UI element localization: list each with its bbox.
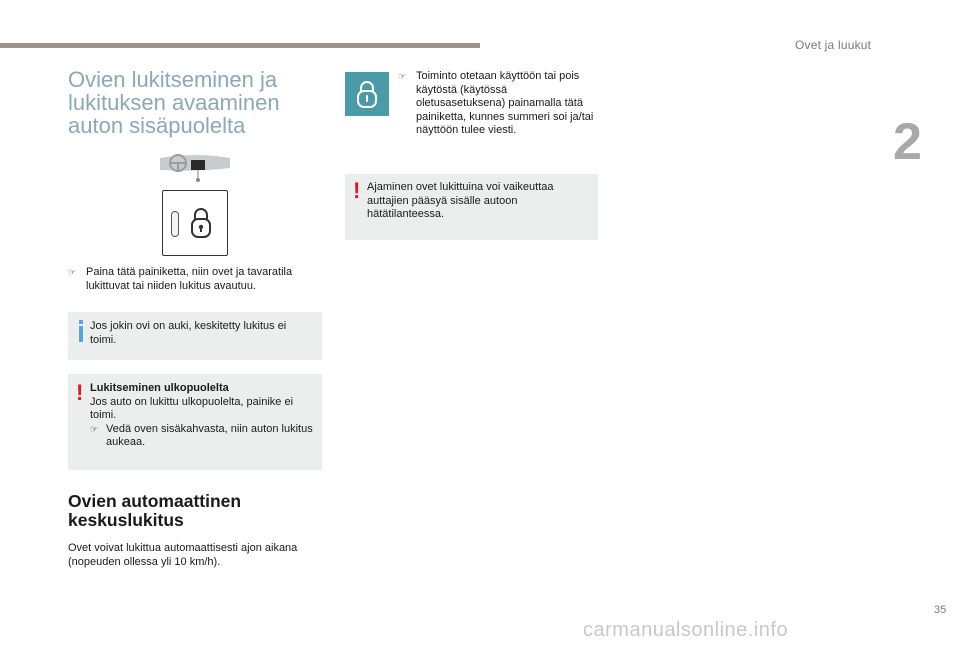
padlock-icon (191, 207, 211, 239)
section-title: Ovet ja luukut (795, 38, 872, 52)
door-switch-slot (171, 211, 179, 237)
warning-note-exterior-lock (68, 374, 322, 470)
bullet-text: Paina tätä painiketta, niin ovet ja tavaratila lukittuvat tai niiden lukitus avautuu. (86, 266, 293, 292)
bullet-arrow-icon: ☞ (68, 267, 77, 277)
warning-note-driving-locked (345, 174, 598, 240)
warning-bullet-text: Vedä oven sisäkahvasta, niin auton lukitus aukeaa. (106, 422, 313, 448)
bullet-press-button (68, 266, 322, 293)
bullet-text: Toiminto otetaan käyttöön tai pois käytöstä (käytössä oletusasetuksena) painamalla tätä painiketta, kunnes summeri soi ja/tai näyttöön tulee viesti. (416, 70, 594, 136)
warning-text: Jos auto on lukittu ulkopuolelta, painike ei toimi. (90, 395, 294, 421)
bullet-arrow-icon: ☞ (90, 423, 99, 434)
warning-icon: ! (76, 380, 84, 405)
info-icon (78, 320, 86, 342)
info-note-text: Jos jokin ovi on auki, keskitetty lukitus ei toimi. (90, 320, 287, 346)
page-number: 35 (934, 604, 947, 616)
auto-lock-paragraph: Ovet voivat lukittua automaattisesti ajon aikana (nopeuden ollessa yli 10 km/h). (68, 542, 298, 568)
watermark: carmanualsonline.info (583, 619, 789, 641)
subheading-auto-lock: Ovien automaattinen keskuslukitus (68, 491, 242, 530)
dashboard-steering-wheel-icon (158, 150, 232, 184)
warning-title: Lukitseminen ulkopuolelta (90, 382, 229, 394)
chapter-number: 2 (893, 113, 922, 171)
central-lock-button-panel (162, 190, 228, 256)
lock-button-tile (345, 72, 389, 116)
bullet-arrow-icon: ☞ (398, 71, 407, 81)
main-heading: Ovien lukitseminen ja lukituksen avaaminen auton sisäpuolelta (68, 67, 280, 138)
info-note (68, 312, 322, 360)
warning-icon: ! (353, 178, 361, 203)
warning-text: Ajaminen ovet lukittuina voi vaikeuttaa auttajien pääsyä sisälle autoon hätätilanteessa. (367, 181, 554, 220)
padlock-icon (357, 80, 377, 108)
bullet-toggle-function (398, 70, 598, 138)
header-rule (0, 43, 480, 48)
